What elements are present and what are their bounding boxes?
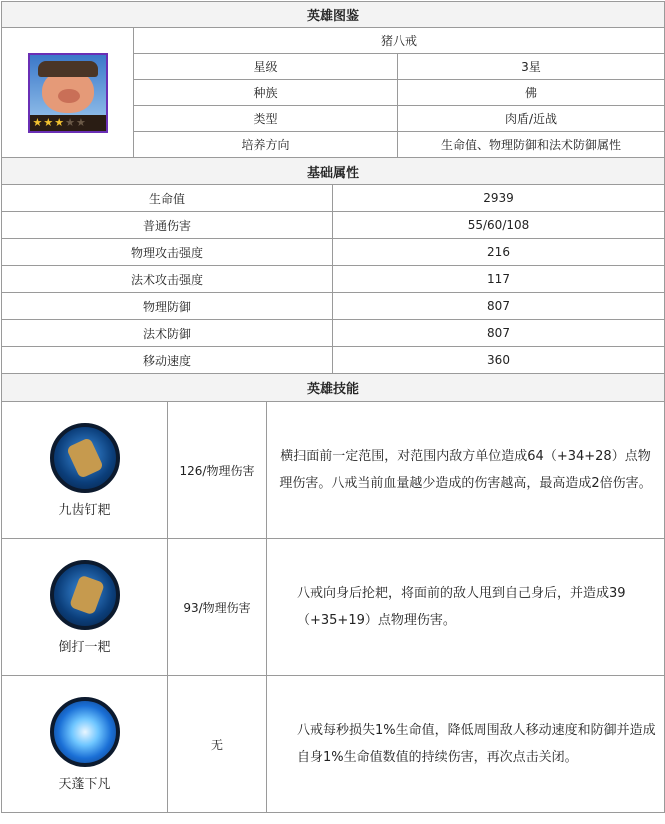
skill-cell [2, 676, 168, 813]
hero-info-table [1, 1, 665, 158]
attribute-row [2, 185, 665, 212]
hero-name: 猪八戒 [134, 28, 665, 54]
attr-label: 物理防御 [2, 293, 333, 320]
skill-name: 天蓬下凡 [58, 776, 111, 792]
rake-throw-icon [50, 560, 120, 630]
pig-snout [58, 89, 80, 103]
skill-description: 八戒每秒损失1%生命值，降低周围敌人移动速度和防御并造成自身1%生命值数值的持续伤害，再次点击关闭。 [267, 676, 665, 813]
skill-row [2, 539, 665, 676]
training-direction-value: 生命值、物理防御和法术防御属性 [398, 132, 665, 158]
star-level-label: 星级 [134, 54, 398, 80]
attr-label: 普通伤害 [2, 212, 333, 239]
attribute-row [2, 320, 665, 347]
skill-row [2, 676, 665, 813]
skill-description: 八戒向身后抡耙，将面前的敌人甩到自己身后，并造成39（+35+19）点物理伤害。 [267, 539, 665, 676]
attributes-section-title: 基础属性 [2, 158, 665, 185]
attribute-row [2, 212, 665, 239]
skill-row [2, 402, 665, 539]
attr-label: 生命值 [2, 185, 333, 212]
pig-hero-portrait-icon [28, 53, 108, 133]
attribute-row [2, 293, 665, 320]
hero-avatar-cell [2, 28, 134, 158]
skill-damage: 93/物理伤害 [168, 539, 267, 676]
attr-value: 2939 [333, 185, 665, 212]
attr-value: 216 [333, 239, 665, 266]
attribute-row [2, 347, 665, 374]
attributes-table [1, 157, 665, 374]
type-value: 肉盾/近战 [398, 106, 665, 132]
attr-value: 55/60/108 [333, 212, 665, 239]
hero-section-title: 英雄图鉴 [2, 2, 665, 28]
hero-guide [1, 1, 665, 813]
attr-value: 360 [333, 347, 665, 374]
swirl-vortex-icon [50, 697, 120, 767]
skill-damage: 无 [168, 676, 267, 813]
skill-cell [2, 402, 168, 539]
skill-damage: 126/物理伤害 [168, 402, 267, 539]
attr-value: 807 [333, 320, 665, 347]
skill-cell [2, 539, 168, 676]
skills-section-title: 英雄技能 [2, 374, 665, 402]
race-label: 种族 [134, 80, 398, 106]
attr-label: 法术防御 [2, 320, 333, 347]
training-direction-label: 培养方向 [134, 132, 398, 158]
attr-label: 法术攻击强度 [2, 266, 333, 293]
hat-shape [38, 61, 98, 77]
race-value: 佛 [398, 80, 665, 106]
star-level-value: 3星 [398, 54, 665, 80]
skill-name: 倒打一耙 [58, 639, 111, 655]
attr-value: 117 [333, 266, 665, 293]
attr-label: 移动速度 [2, 347, 333, 374]
star-rating: ★★★★★ [30, 115, 106, 131]
skill-description: 横扫面前一定范围，对范围内敌方单位造成64（+34+28）点物理伤害。八戒当前血量越少造成的伤害越高，最高造成2倍伤害。 [267, 402, 665, 539]
attribute-row [2, 239, 665, 266]
attr-value: 807 [333, 293, 665, 320]
rake-sweep-icon [50, 423, 120, 493]
attribute-row [2, 266, 665, 293]
type-label: 类型 [134, 106, 398, 132]
skill-name: 九齿钉耙 [58, 502, 111, 518]
attr-label: 物理攻击强度 [2, 239, 333, 266]
skills-table [1, 373, 665, 813]
